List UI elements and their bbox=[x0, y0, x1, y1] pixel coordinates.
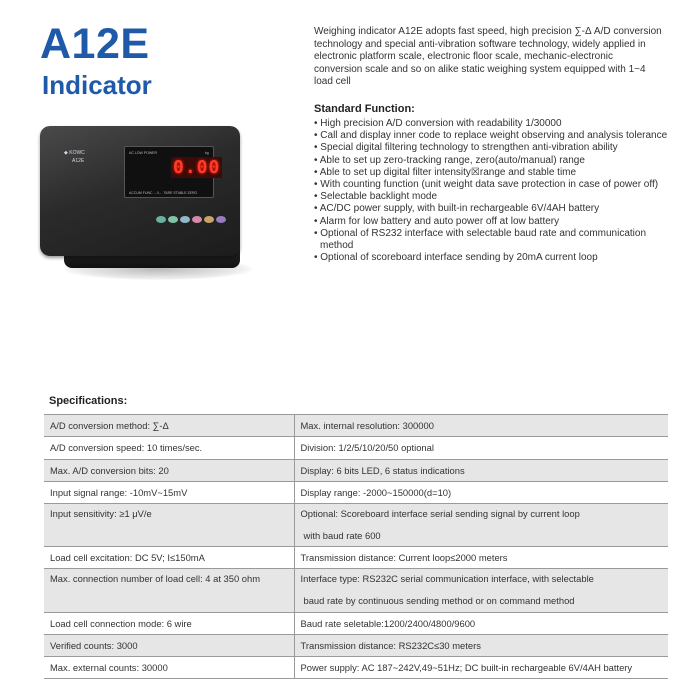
list-item: • AC/DC power supply, with built-in rechargeable 6V/4AH battery bbox=[314, 203, 674, 215]
spec-cell-left: A/D conversion speed: 10 times/sec. bbox=[44, 437, 294, 460]
product-subtitle: Indicator bbox=[42, 70, 152, 100]
spec-cell-right: Max. internal resolution: 300000 bbox=[294, 415, 668, 437]
spec-cell-right-line1: Interface type: RS232C serial communication interface, with selectable bbox=[300, 573, 594, 584]
spec-cell-left: Max. external counts: 30000 bbox=[44, 657, 294, 679]
spec-cell-right: Transmission distance: RS232C≤30 meters bbox=[294, 635, 668, 657]
list-item: • Optional of RS232 interface with selectable baud rate and communication method bbox=[314, 228, 674, 252]
table-row bbox=[44, 415, 668, 437]
spec-cell-right: Transmission distance: Current loop≤2000 meters bbox=[294, 547, 668, 569]
table-row bbox=[44, 460, 668, 482]
spec-cell-right: Display range: -2000~150000(d=10) bbox=[294, 482, 668, 504]
spec-cell-right-line1: Optional: Scoreboard interface serial sending signal by current loop bbox=[300, 508, 580, 519]
device-key bbox=[156, 216, 166, 223]
specifications-title: Specifications: bbox=[49, 395, 128, 407]
list-item: • Alarm for low battery and auto power off at low battery bbox=[314, 216, 674, 228]
table-row bbox=[44, 437, 668, 460]
device-status-labels-top: AC LOW POWER bbox=[129, 151, 158, 155]
list-item: • Special digital filtering technology to strengthen anti-vibration ability bbox=[314, 142, 674, 154]
list-item: • Selectable backlight mode bbox=[314, 191, 674, 203]
device-key bbox=[216, 216, 226, 223]
standard-function-list bbox=[314, 118, 674, 264]
device-keypad bbox=[156, 216, 226, 223]
standard-function-title: Standard Function: bbox=[314, 103, 415, 115]
spec-cell-right bbox=[294, 504, 668, 547]
table-row bbox=[44, 613, 668, 635]
list-item: • Able to set up zero-tracking range, zero(auto/manual) range bbox=[314, 155, 674, 167]
spec-cell-right-line2: baud rate by continuous sending method or on command method bbox=[303, 595, 575, 606]
table-row bbox=[44, 547, 668, 569]
table-row bbox=[44, 504, 668, 547]
spec-cell-right: Baud rate seletable:1200/2400/4800/9600 bbox=[294, 613, 668, 635]
device-key bbox=[168, 216, 178, 223]
spec-cell-right: Power supply: AC 187~242V,49~51Hz; DC built-in rechargeable 6V/4AH battery bbox=[294, 657, 668, 679]
spec-cell-right: Display: 6 bits LED, 6 status indications bbox=[294, 460, 668, 482]
table-row bbox=[44, 482, 668, 504]
device-key bbox=[192, 216, 202, 223]
device-key bbox=[204, 216, 214, 223]
table-row bbox=[44, 569, 668, 613]
spec-cell-left: Load cell connection mode: 6 wire bbox=[44, 613, 294, 635]
device-brand-logo: ◆ KOWC bbox=[64, 150, 85, 156]
device-model-label: A12E bbox=[72, 158, 85, 164]
device-status-labels-bottom: ACCUM FUNC →0← TARE STABLE ZERO bbox=[129, 191, 198, 195]
list-item: • Call and display inner code to replace weight observing and analysis tolerance bbox=[314, 130, 674, 142]
spec-cell-right: Division: 1/2/5/10/20/50 optional bbox=[294, 437, 668, 460]
spec-cell-left: Input sensitivity: ≥1 μV/e bbox=[44, 504, 294, 547]
indicator-device-image bbox=[40, 126, 240, 268]
list-item: • Optional of scoreboard interface sending by 20mA current loop bbox=[314, 252, 674, 264]
spec-cell-left: Verified counts: 3000 bbox=[44, 635, 294, 657]
spec-cell-left: Input signal range: -10mV~15mV bbox=[44, 482, 294, 504]
spec-cell-left: Max. connection number of load cell: 4 at 350 ohm bbox=[44, 569, 294, 613]
specifications-table bbox=[44, 414, 668, 679]
list-item: • With counting function (unit weight data save protection in case of power off) bbox=[314, 179, 674, 191]
device-display-window bbox=[124, 146, 221, 198]
intro-paragraph: Weighing indicator A12E adopts fast speed, high precision ∑-Δ A/D conversion technology and special anti-vibration software technology, widely applied in electronic platform scale, electronic floor scale, mechanic-electronic conversion scale and so on alike static weighing system equipped with 1~4 load cell bbox=[314, 26, 662, 88]
device-unit-label: kg bbox=[205, 151, 209, 155]
spec-cell-left: Load cell excitation: DC 5V; I≤150mA bbox=[44, 547, 294, 569]
device-body bbox=[40, 126, 240, 256]
spec-cell-right bbox=[294, 569, 668, 613]
spec-cell-right-line2: with baud rate 600 bbox=[303, 530, 381, 541]
table-row bbox=[44, 635, 668, 657]
list-item: • High precision A/D conversion with readability 1/30000 bbox=[314, 118, 674, 130]
device-led-readout: 0.00 bbox=[173, 157, 221, 178]
product-title: A12E bbox=[40, 20, 150, 68]
spec-cell-left: Max. A/D conversion bits: 20 bbox=[44, 460, 294, 482]
spec-cell-left: A/D conversion method: ∑-Δ bbox=[44, 415, 294, 437]
table-row bbox=[44, 657, 668, 679]
list-item: • Able to set up digital filter intensity☒range and stable time bbox=[314, 167, 674, 179]
device-key bbox=[180, 216, 190, 223]
